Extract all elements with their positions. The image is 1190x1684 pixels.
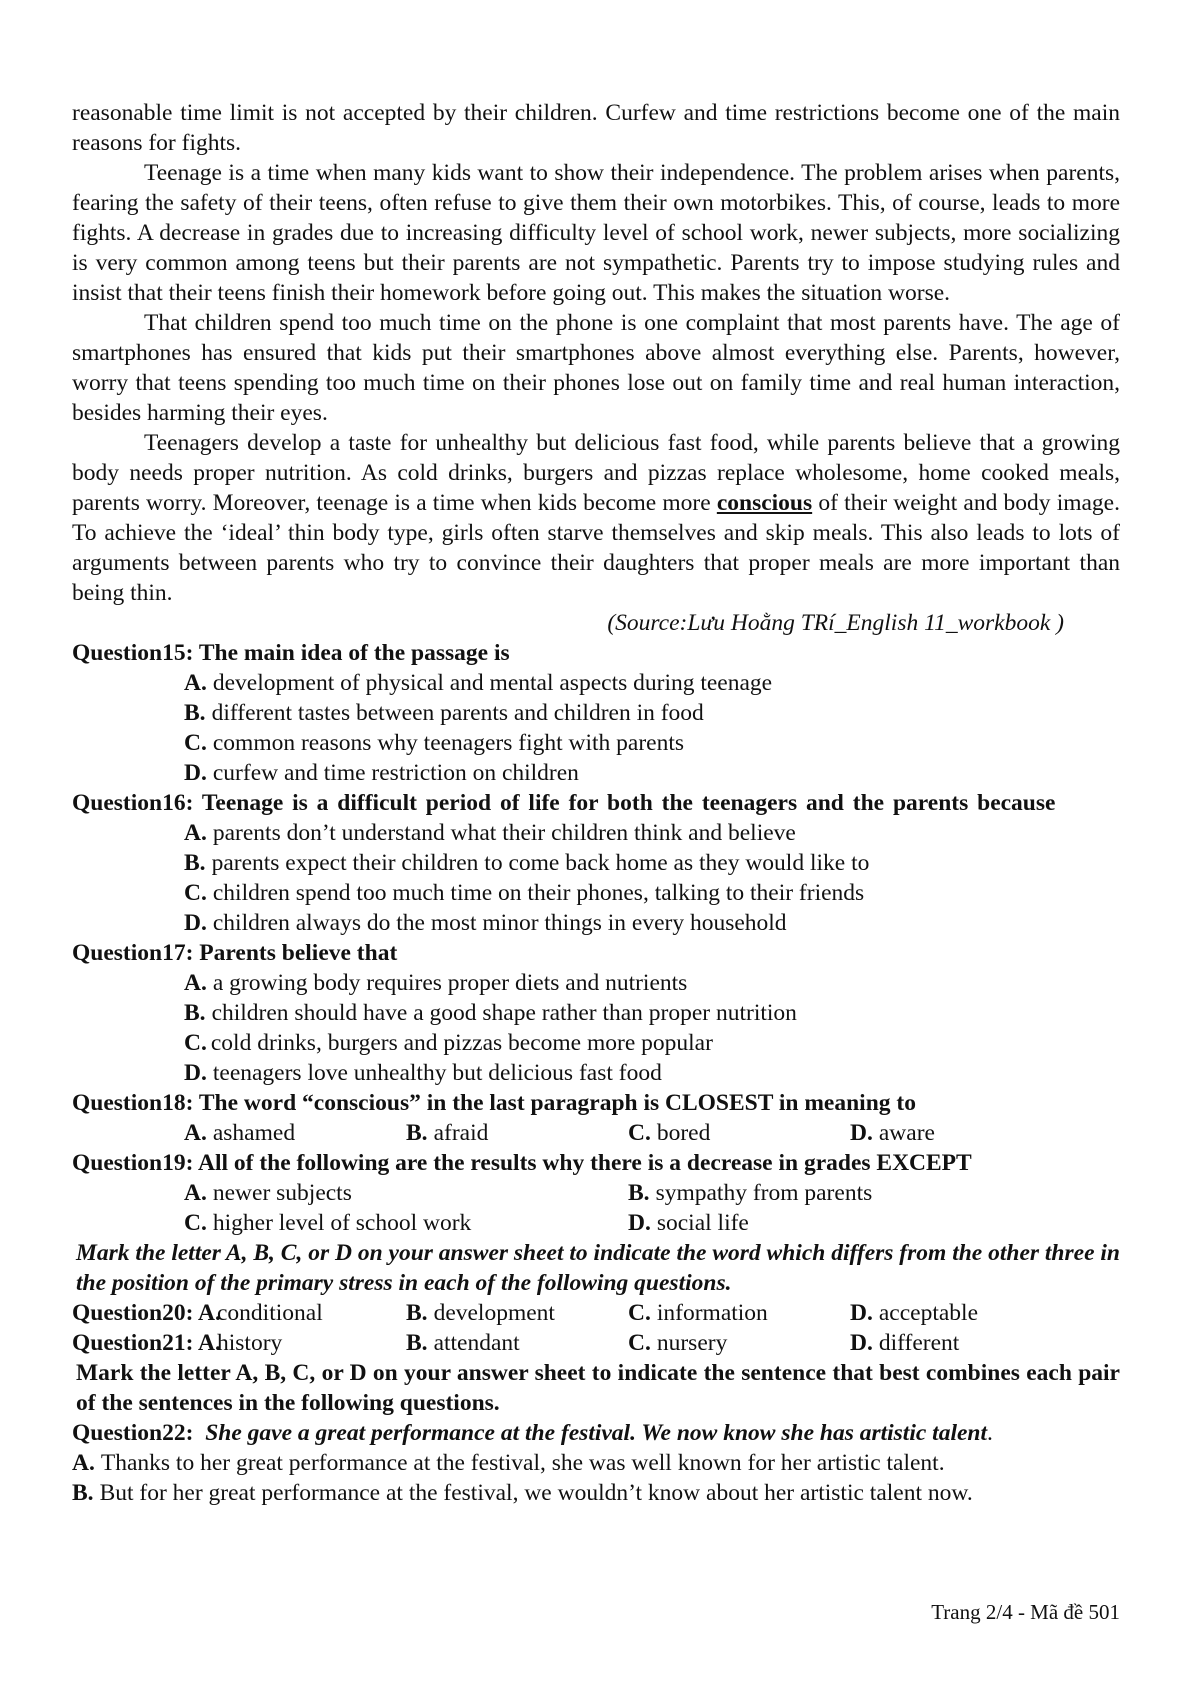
question-20-option-a[interactable]: conditional xyxy=(217,1300,323,1326)
question-22-option-a[interactable]: A. Thanks to her great performance at the festival, she was well known for her artistic talent. xyxy=(72,1450,945,1476)
question-19-option-b[interactable]: B. sympathy from parents xyxy=(628,1180,873,1206)
question-15-option-c[interactable]: C. common reasons why teenagers fight with parents xyxy=(184,730,685,756)
question-18-option-c[interactable]: C. bored xyxy=(628,1120,711,1146)
question-20-option-c[interactable]: C. information xyxy=(628,1300,768,1326)
passage-paragraph-1: Teenage is a time when many kids want to show their independence. The problem arises when parents, fearing the safety of their teens, often refuse to give them their own motorbikes. This, of course, leads to more fights. A decrease in grades due to increasing difficulty level of school work, newer subjects, more socializing is very common among teens but their parents are not sympathetic. Parents try to impose studying rules and insist that their teens finish their homework before going out. This makes the situation worse. xyxy=(72,160,1120,306)
question-18-option-a[interactable]: A. ashamed xyxy=(184,1120,296,1146)
question-15-option-d[interactable]: D. curfew and time restriction on children xyxy=(184,760,579,786)
question-20-option-b[interactable]: B. development xyxy=(406,1300,555,1326)
exam-page xyxy=(72,98,1120,1508)
question-19-options-row-1 xyxy=(72,1178,1120,1208)
question-19-options-row-2 xyxy=(72,1208,1120,1238)
question-15-option-a[interactable]: A. development of physical and mental aspects during teenage xyxy=(184,670,773,696)
question-21-label: Question21: A. xyxy=(72,1330,221,1356)
passage-paragraph-2: That children spend too much time on the phone is one complaint that most parents have. The age of smartphones has ensured that kids put their smartphones above almost everything else. Parents, however, worry that teens spending too much time on their phones lose out on family time and real human interaction, besides harming their eyes. xyxy=(72,310,1120,426)
passage-source: (Source:Lưu Hoằng TRí_English 11_workbook ) xyxy=(607,610,1064,636)
question-18-options xyxy=(72,1118,1120,1148)
question-15-stem: Question15: The main idea of the passage is xyxy=(72,640,510,666)
question-21-option-d[interactable]: D. different xyxy=(850,1330,960,1356)
question-21-option-a[interactable]: history xyxy=(217,1330,283,1356)
passage-paragraph-0: reasonable time limit is not accepted by their children. Curfew and time restrictions become one of the main reasons for fights. xyxy=(72,100,1120,156)
question-18-stem: Question18: The word “conscious” in the last paragraph is CLOSEST in meaning to xyxy=(72,1090,916,1116)
question-20-option-d[interactable]: D. acceptable xyxy=(850,1300,978,1326)
instruction-primary-stress: Mark the letter A, B, C, or D on your answer sheet to indicate the word which differs from the other three in the position of the primary stress in each of the following questions. xyxy=(76,1240,1120,1296)
question-17-stem: Question17: Parents believe that xyxy=(72,940,398,966)
question-19-option-d[interactable]: D. social life xyxy=(628,1210,749,1236)
question-18-option-d[interactable]: D. aware xyxy=(850,1120,935,1146)
question-18-option-b[interactable]: B. afraid xyxy=(406,1120,489,1146)
question-21-option-c[interactable]: C. nursery xyxy=(628,1330,728,1356)
underlined-word-conscious: conscious xyxy=(716,490,813,516)
question-19-stem: Question19: All of the following are the results why there is a decrease in grades EXCEPT xyxy=(72,1150,972,1176)
question-17-option-a[interactable]: A. a growing body requires proper diets and nutrients xyxy=(184,970,688,996)
question-17-option-c[interactable]: C. cold drinks, burgers and pizzas become more popular xyxy=(184,1030,713,1056)
question-20-label: Question20: A. xyxy=(72,1300,221,1326)
question-16-option-a[interactable]: A. parents don’t understand what their children think and believe xyxy=(184,820,796,846)
question-16-option-b[interactable]: B. parents expect their children to come back home as they would like to xyxy=(184,850,870,876)
question-22-option-b[interactable]: B. But for her great performance at the festival, we wouldn’t know about her artistic talent now. xyxy=(72,1480,973,1506)
question-19-option-c[interactable]: C. higher level of school work xyxy=(184,1210,472,1236)
question-17-option-d[interactable]: D. teenagers love unhealthy but delicious fast food xyxy=(184,1060,662,1086)
question-16-option-d[interactable]: D. children always do the most minor things in every household xyxy=(184,910,787,936)
question-16-stem: Question16: Teenage is a difficult period of life for both the teenagers and the parents because xyxy=(72,790,1056,816)
question-17-option-b[interactable]: B. children should have a good shape rather than proper nutrition xyxy=(184,1000,797,1026)
passage-paragraph-3 xyxy=(72,428,1120,608)
page-footer: Trang 2/4 - Mã đề 501 xyxy=(931,1600,1120,1624)
question-21-option-b[interactable]: B. attendant xyxy=(406,1330,520,1356)
instruction-combine-sentences: Mark the letter A, B, C, or D on your answer sheet to indicate the sentence that best combines each pair of the sentences in the following questions. xyxy=(76,1360,1120,1416)
question-19-option-a[interactable]: A. newer subjects xyxy=(184,1180,352,1206)
question-20-row xyxy=(72,1298,1120,1328)
question-21-row xyxy=(72,1328,1120,1358)
question-16-option-c[interactable]: C. children spend too much time on their phones, talking to their friends xyxy=(184,880,865,906)
question-22-stem: Question22: She gave a great performance at the festival. We now know she has artistic talent. xyxy=(72,1420,993,1446)
paragraph-3-text-after: of their weight and body image. To achieve the ‘ideal’ thin body type, girls often starve themselves and skip meals. This also leads to lots of arguments between parents who try to convince their daughters that proper meals are more important than being thin. xyxy=(72,490,1120,606)
question-22-sentences: She gave a great performance at the festival. We now know she has artistic talent xyxy=(205,1420,988,1446)
question-15-option-b[interactable]: B. different tastes between parents and children in food xyxy=(184,700,704,726)
paragraph-3-text-before: Teenagers develop a taste for unhealthy but delicious fast food, while parents believe that a growing body needs proper nutrition. As cold drinks, burgers and pizzas replace wholesome, home cooked meals, parents worry. Moreover, teenage is a time when kids become more xyxy=(72,430,1120,516)
